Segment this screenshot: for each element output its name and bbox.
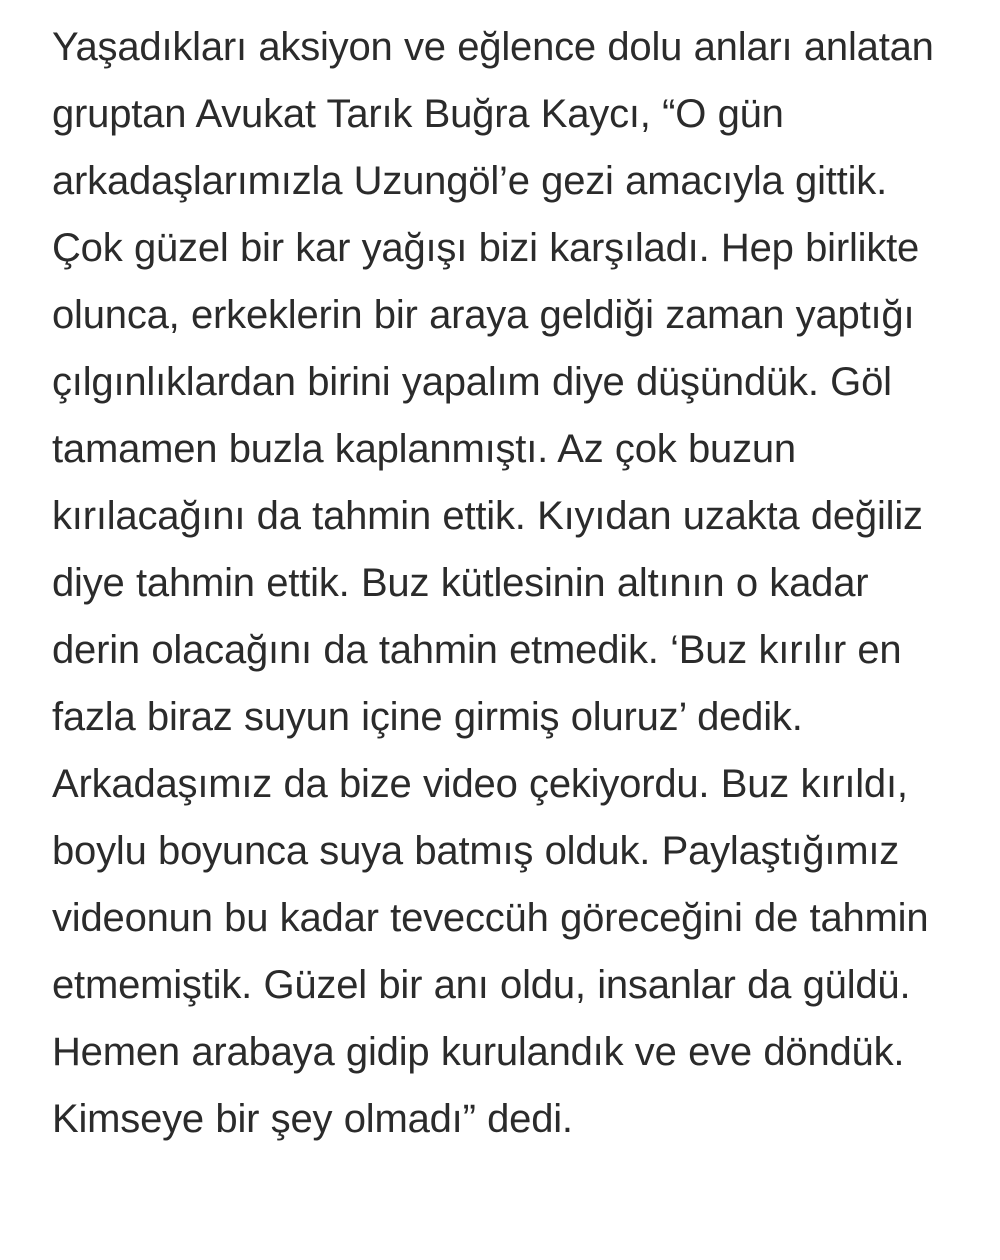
article-body — [52, 14, 954, 1153]
article-paragraph: Yaşadıkları aksiyon ve eğlence dolu anları anlatan gruptan Avukat Tarık Buğra Kaycı, “O gün arkadaşlarımızla Uzungöl’e gezi amacıyla gittik. Çok güzel bir kar yağışı bizi karşıladı. Hep birlikte olunca, erkeklerin bir araya geldiği zaman yaptığı çılgınlıklardan birini yapalım diye düşündük. Göl tamamen buzla kaplanmıştı. Az çok buzun kırılacağını da tahmin ettik. Kıyıdan uzakta değiliz diye tahmin ettik. Buz kütlesinin altının o kadar derin olacağını da tahmin etmedik. ‘Buz kırılır en fazla biraz suyun içine girmiş oluruz’ dedik. Arkadaşımız da bize video çekiyordu. Buz kırıldı, boylu boyunca suya batmış olduk. Paylaştığımız videonun bu kadar teveccüh göreceğini de tahmin etmemiştik. Güzel bir anı oldu, insanlar da güldü. Hemen arabaya gidip kurulandık ve eve döndük. Kimseye bir şey olmadı” dedi. — [52, 25, 934, 1141]
